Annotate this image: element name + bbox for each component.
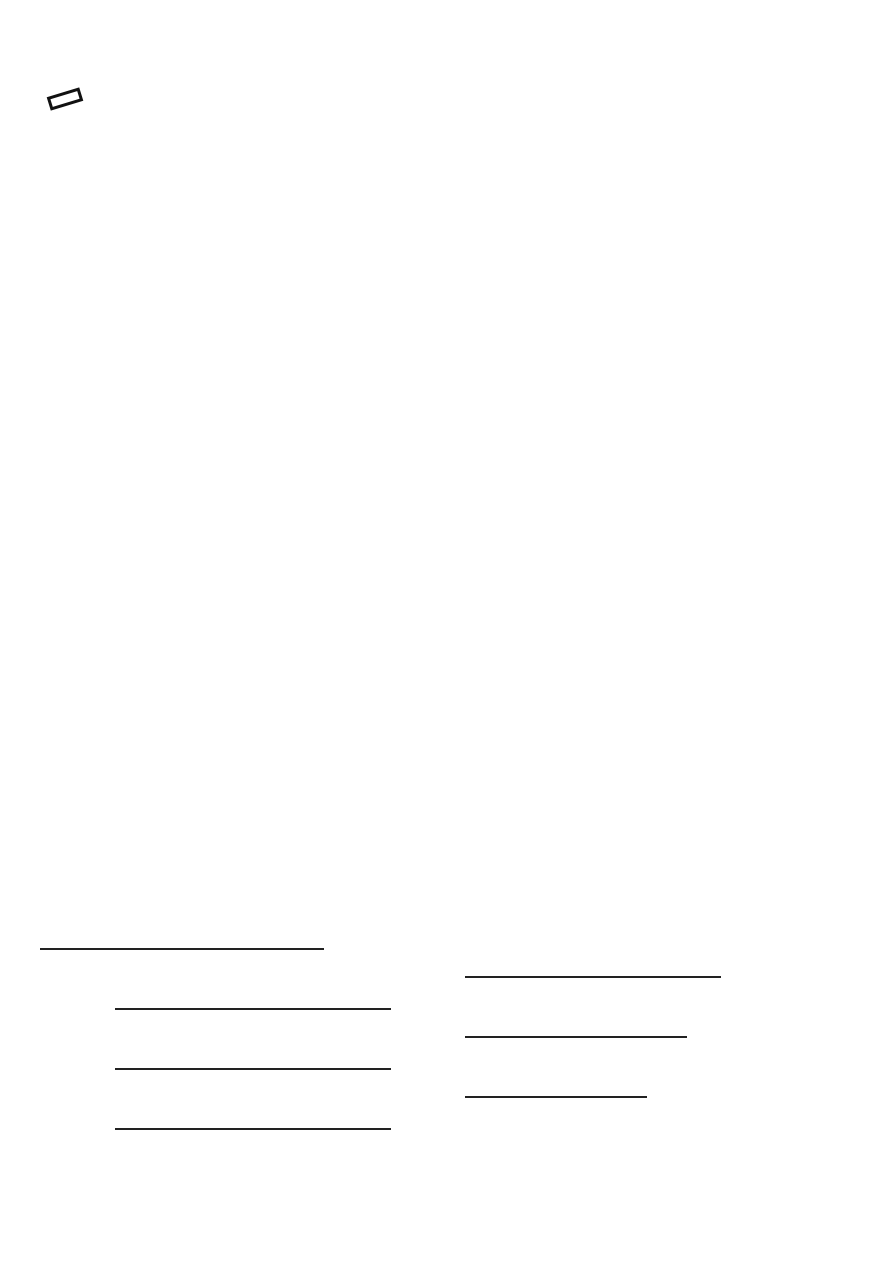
name4-blank (115, 1128, 391, 1130)
rep-address-blank (465, 948, 721, 978)
applicant-name-blank (40, 948, 324, 950)
edition-badge (47, 87, 84, 110)
form-row-name4 (115, 1128, 391, 1130)
form-row-guardian (465, 1068, 647, 1098)
form-row-contact (465, 1008, 687, 1038)
name3-blank (115, 1068, 391, 1070)
walking-pair-illustration (722, 608, 870, 758)
form-row-name3 (115, 1068, 391, 1070)
walking-group-illustration (662, 58, 870, 280)
rep-contact-blank (465, 1008, 687, 1038)
form-row-address (465, 948, 721, 978)
qr-code (727, 750, 810, 833)
form-row-applicant (40, 948, 324, 950)
guardian-sign-blank (465, 1068, 647, 1098)
course-place (205, 447, 234, 541)
name2-blank (115, 1008, 391, 1010)
application-instructions (185, 702, 209, 1056)
form-row-name2 (115, 1008, 391, 1010)
schedule-times (608, 292, 631, 478)
